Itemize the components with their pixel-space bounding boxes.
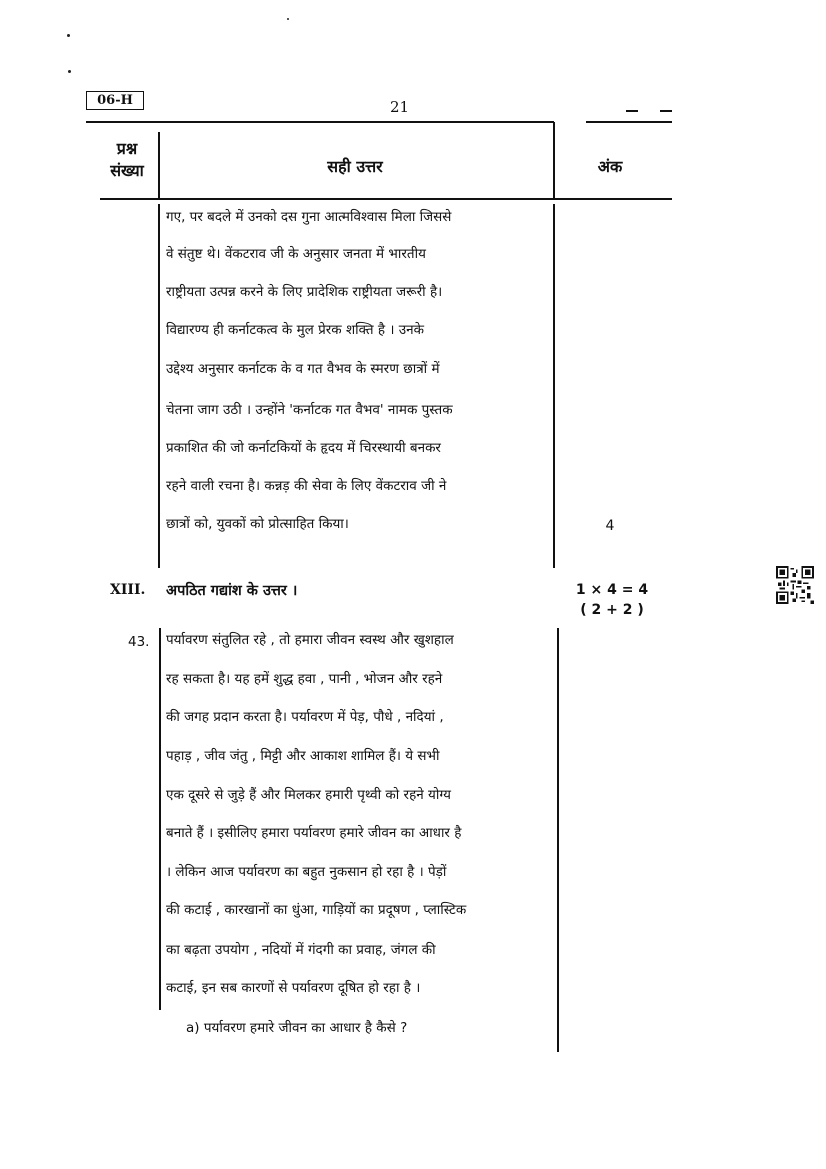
passage-line: का बढ़ता उपयोग , नदियों में गंदगी का प्रवाह, जंगल की: [166, 942, 436, 958]
answer-line: उद्देश्य अनुसार कर्नाटक के व गत वैभव के स्मरण छात्रों में: [166, 361, 440, 377]
column-divider-left: [159, 628, 161, 1010]
passage-line: बनाते हैं । इसीलिए हमारा पर्यावरण हमारे जीवन का आधार है: [166, 825, 462, 841]
table-top-rule: [86, 121, 554, 123]
passage-line: की कटाई , कारखानों का धुंआ, गाड़ियों का प्रदूषण , प्लास्टिक: [166, 902, 467, 918]
answer-line: रहने वाली रचना है। कन्नड़ की सेवा के लिए वेंकटराव जी ने: [166, 478, 447, 494]
answer-line: छात्रों को, युवकों को प्रोत्साहित किया।: [166, 516, 349, 532]
scan-dot: [67, 34, 70, 37]
passage-line: एक दूसरे से जुड़े हैं और मिलकर हमारी पृथ्वी को रहने योग्य: [166, 787, 451, 803]
section-marks-split: ( 2 + 2 ): [580, 602, 644, 618]
passage-line: कटाई, इन सब कारणों से पर्यावरण दूषित हो रहा है ।: [166, 980, 421, 996]
column-divider-right: [553, 204, 555, 568]
passage-line: की जगह प्रदान करता है। पर्यावरण में पेड़, पौधे , नदियां ,: [166, 709, 444, 725]
answer-line: विद्यारण्य ही कर्नाटकत्व के मुल प्रेरक शक्ति है । उनके: [166, 322, 424, 338]
page-number: 21: [390, 98, 410, 116]
header-question-number: [100, 138, 154, 182]
answer-line: राष्ट्रीयता उत्पन्न करने के लिए प्रादेशिक राष्ट्रीयता जरूरी है।: [166, 284, 443, 300]
answer-line: वे संतुष्ट थे। वेंकटराव जी के अनुसार जनता में भारतीय: [166, 246, 426, 262]
column-divider-right: [557, 628, 559, 1052]
header-dash: [660, 110, 672, 112]
passage-line: रह सकता है। यह हमें शुद्ध हवा , पानी , भोजन और रहने: [166, 671, 443, 687]
section-marks: 1 × 4 = 4: [575, 582, 649, 598]
table-header-rule: [100, 198, 672, 200]
answer-line: चेतना जाग उठी । उन्होंने 'कर्नाटक गत वैभव' नामक पुस्तक: [166, 402, 453, 418]
column-divider-left: [158, 132, 160, 198]
answer-line: प्रकाशित की जो कर्नाटकियों के हृदय में चिरस्थायी बनकर: [166, 440, 441, 456]
header-number-label: संख्या: [110, 161, 144, 180]
header-correct-answer: सही उत्तर: [327, 157, 383, 176]
question-number: 43.: [128, 634, 150, 650]
scan-dot: [68, 70, 71, 73]
answer-line: गए, पर बदले में उनको दस गुना आत्मविश्वास मिला जिससे: [166, 209, 452, 225]
passage-line: पर्यावरण संतुलित रहे , तो हमारा जीवन स्वस्थ और खुशहाल: [166, 632, 454, 648]
answer-marks: 4: [605, 518, 615, 534]
passage-line: पहाड़ , जीव जंतु , मिट्टी और आकाश शामिल हैं। ये सभी: [166, 748, 440, 764]
column-divider-left: [158, 204, 160, 568]
paper-code-box: 06-H: [86, 91, 144, 110]
section-number: XIII.: [110, 582, 146, 598]
passage-line: । लेकिन आज पर्यावरण का बहुत नुकसान हो रहा है । पेड़ों: [166, 864, 447, 880]
qr-code: [776, 566, 814, 604]
header-dash: [626, 110, 638, 112]
table-top-rule-right: [586, 121, 672, 123]
subquestion-a: a) पर्यावरण हमारे जीवन का आधार है कैसे ?: [186, 1020, 408, 1036]
scan-dot: [287, 18, 289, 20]
header-question-label: प्रश्न: [116, 139, 138, 158]
section-title: अपठित गद्यांश के उत्तर ।: [166, 583, 298, 599]
header-marks: अंक: [597, 157, 623, 176]
column-divider-right: [553, 122, 555, 198]
